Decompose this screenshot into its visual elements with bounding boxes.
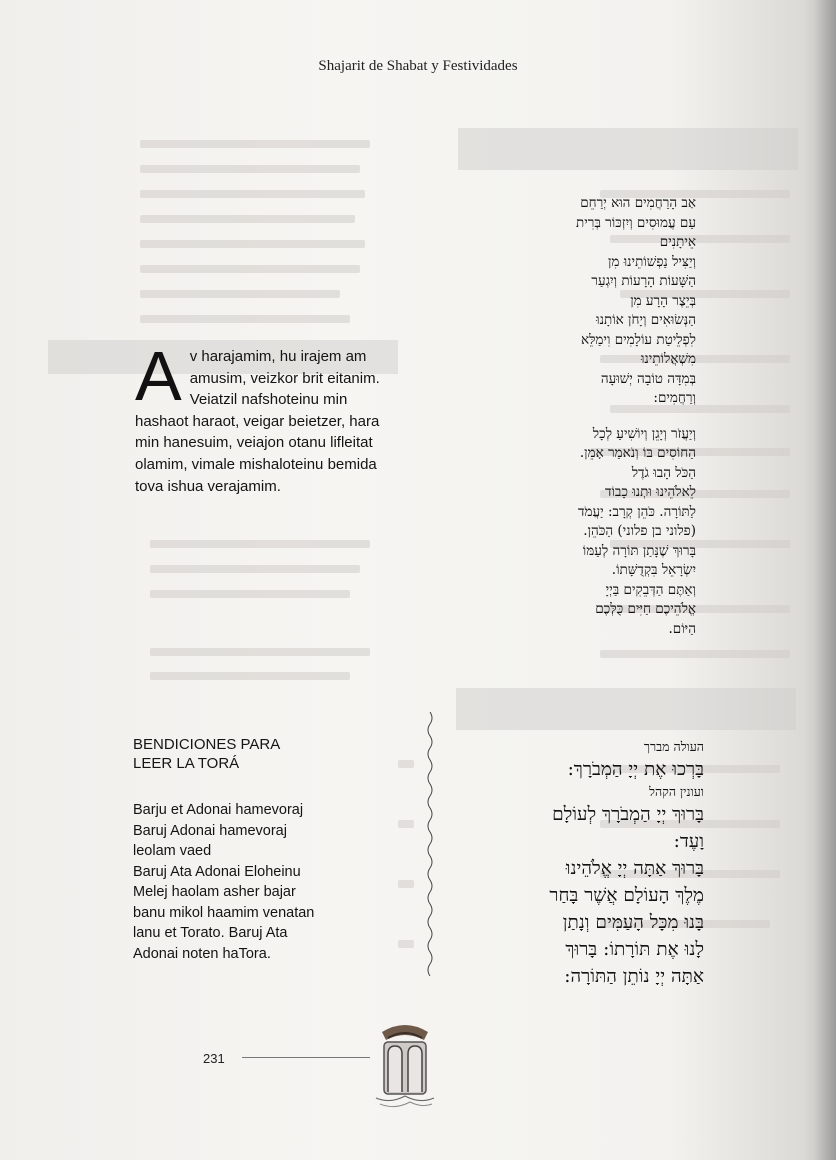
section-title-line: BENDICIONES PARA	[133, 736, 281, 753]
hebrew-instruction: ועונין הקהל	[649, 784, 704, 799]
footer-rule	[242, 1057, 370, 1058]
hebrew-blessing-block	[434, 738, 704, 990]
section-title	[133, 735, 373, 773]
bleed-through-line	[140, 315, 350, 323]
blessing-line: lanu et Torato. Baruj Ata	[133, 925, 288, 941]
hebrew-line: בְּמִדָּה טוֹבָה יְשׁוּעָה	[600, 370, 696, 387]
hebrew-line: בְּיֵצֶר הָרָע מִן	[630, 292, 696, 309]
bleed-through-line	[398, 760, 414, 768]
hebrew-line: אֵיתָנִים	[659, 234, 696, 250]
blessing-line: Melej haolam asher bajar	[133, 884, 296, 900]
bleed-through-line	[398, 940, 414, 948]
hebrew-line: הַשָּׁעוֹת הָרָעוֹת וְיִגְעַר	[591, 273, 696, 289]
hebrew-blessing-line: בָּרְכוּ אֶת יְיָ הַמְבֹרָךְ:	[567, 759, 704, 780]
bleed-through-line	[398, 880, 414, 888]
hebrew-blessing-line: בָּרוּךְ יְיָ הַמְבֹרָךְ לְעוֹלָם	[552, 804, 704, 825]
hebrew-blessing-line: מֶלֶךְ הָעוֹלָם אֲשֶׁר בָּחַר	[549, 885, 704, 906]
stanza-gap	[466, 409, 696, 425]
bleed-through-band-top	[458, 128, 798, 170]
drop-cap: A	[135, 337, 182, 415]
blessing-line: Adonai noten haTora.	[133, 945, 271, 962]
bleed-through-line	[140, 265, 360, 273]
hebrew-blessing-line: בָּרוּךְ אַתָּה יְיָ אֱלֹהֵינוּ	[565, 858, 704, 879]
blessing-line: Baruj Adonai hamevoraj	[133, 822, 287, 839]
hebrew-line: וְיַצִּיל נַפְשׁוֹתֵינוּ מִן	[607, 253, 696, 270]
hebrew-line: מִשְׁאֲלוֹתֵינוּ	[640, 351, 696, 367]
hebrew-line: (פלוני בן פלוני) הַכֹּהֵן.	[583, 523, 696, 539]
hebrew-blessing-line: לָנוּ אֶת תּוֹרָתוֹ: בָּרוּךְ	[565, 939, 704, 960]
bleed-through-line	[140, 215, 355, 223]
hebrew-line: הַיּוֹם.	[668, 620, 696, 637]
transliteration-paragraph	[135, 337, 397, 497]
bleed-through-line	[150, 672, 350, 680]
bleed-through-line	[150, 540, 370, 548]
bleed-through-line	[150, 565, 360, 573]
blessing-line: Baruj Ata Adonai Eloheinu	[133, 863, 301, 880]
hebrew-blessing-line: אַתָּה יְיָ נוֹתֵן הַתּוֹרָה:	[564, 966, 704, 987]
bleed-through-line	[150, 648, 370, 656]
blessing-line: banu mikol haamim venatan	[133, 904, 315, 921]
hebrew-line: וְרַחֲמִים:	[653, 390, 696, 406]
hebrew-line: אַב הָרַחֲמִים הוּא יְרַחֵם	[580, 195, 696, 211]
torah-ark-emblem-icon	[370, 1012, 440, 1112]
blessing-transliteration	[133, 800, 393, 964]
hebrew-line: יִשְׂרָאֵל בִּקְדֻשָּׁתוֹ.	[611, 562, 696, 578]
hebrew-blessing-line: וָעֶד:	[673, 831, 704, 852]
blessing-line: Barju et Adonai hamevoraj	[133, 802, 304, 818]
bleed-through-line	[140, 240, 365, 248]
bleed-through-line	[600, 650, 790, 658]
bleed-through-line	[398, 820, 414, 828]
hebrew-line: אֱלֹהֵיכֶם חַיִּים כֻּלְּכֶם	[595, 601, 696, 617]
hebrew-line: הַכֹּל הָבוּ גֹדֶל	[631, 464, 696, 481]
hebrew-line: וְאַתֶּם הַדְּבֵקִים בַּיְיָ	[605, 581, 696, 598]
hebrew-blessing-line: בָּנוּ מִכָּל הָעַמִּים וְנָתַן	[562, 912, 704, 933]
hebrew-line: בָּרוּךְ שֶׁנָּתַן תּוֹרָה לְעַמּוֹ	[582, 542, 696, 559]
hebrew-line: לֵאלֹהֵינוּ וּתְנוּ כָבוֹד	[604, 484, 696, 500]
bleed-through-line	[140, 190, 365, 198]
bleed-through-band-right	[456, 688, 796, 730]
bleed-through-line	[150, 590, 350, 598]
bleed-through-line	[140, 290, 340, 298]
running-head: Shajarit de Shabat y Festividades	[318, 58, 518, 74]
bleed-through-line	[140, 165, 360, 173]
blessing-line: leolam vaed	[133, 843, 212, 859]
bleed-through-line	[140, 140, 370, 148]
hebrew-instruction: העולה מברך	[643, 739, 704, 754]
hebrew-line: עַם עֲמוּסִים וְיִזְכּוֹר בְּרִית	[575, 214, 696, 231]
hebrew-line: וְיַעֲזֹר וְיָגֵן וְיוֹשִׁיעַ לְכָל	[592, 425, 696, 442]
hebrew-prayer-block	[466, 194, 696, 639]
hebrew-line: הַחוֹסִים בּוֹ וְנֹאמַר אָמֵן.	[579, 445, 696, 461]
page-edge-shadow	[814, 0, 836, 1160]
section-title-line: LEER LA TORÁ	[133, 755, 240, 772]
page-number: 231	[203, 1051, 225, 1066]
transliteration-text: v harajamim, hu irajem am amusim, veizkor brit eitanim. Veiatzil nafshoteinu min hashaot haraot, veigar beietzer, hara min hanesuim, veiajon otanu lifleitat olamim, vimale mishaloteinu bemida tova ishua verajamim.	[135, 348, 380, 495]
hebrew-line: הַנְּשׂוּאִים וְיָחֹן אוֹתָנוּ	[596, 312, 696, 328]
hebrew-line: לִפְלֵיטַת עוֹלָמִים וִימַלֵּא	[580, 331, 696, 348]
hebrew-line: לַתּוֹרָה. כֹּהֵן קְרָב: יַעֲמֹד	[578, 503, 696, 520]
